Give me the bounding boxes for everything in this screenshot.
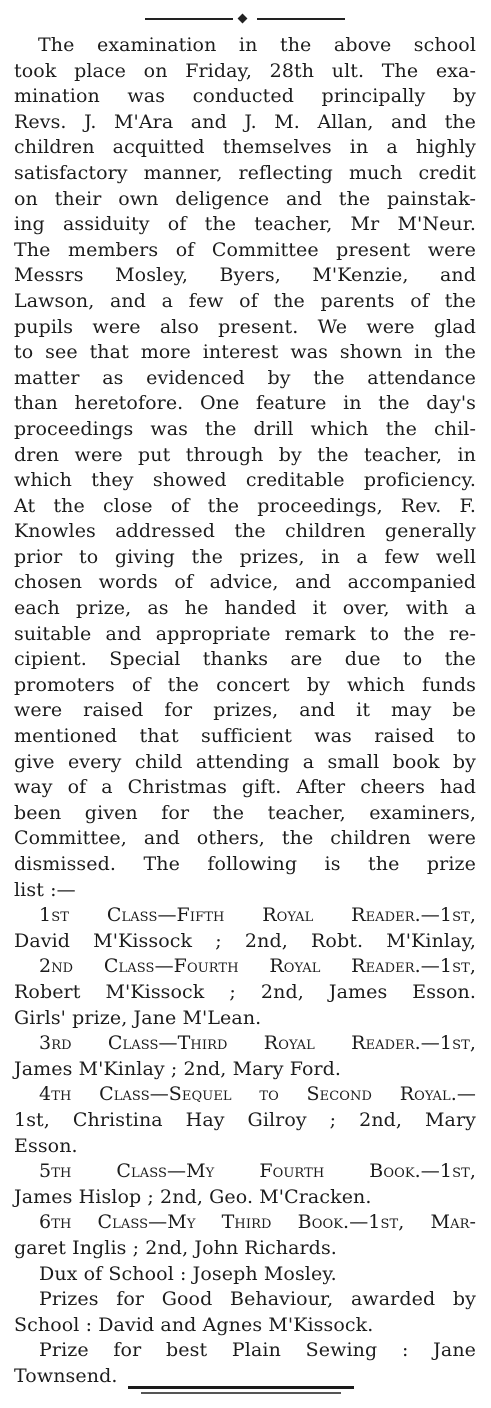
prize-class-heading: 6th Class—My Third Book.—1st, Mar- xyxy=(39,1211,476,1234)
good-behaviour-prize: Prizes for Good Behaviour, awarded by xyxy=(39,1288,476,1311)
text-line: were raised for prizes, and it may be xyxy=(14,699,476,722)
prize-class-heading: 4th Class—Sequel to Second Royal.— xyxy=(39,1083,476,1106)
good-behaviour-winners: School : David and Agnes M'Kissock. xyxy=(14,1313,374,1336)
text-line: which they showed creditable proficiency. xyxy=(14,469,476,492)
text-line: Committee, and others, the children were xyxy=(14,827,476,850)
text-line: give every child attending a small book by xyxy=(14,750,476,773)
rule-line-left xyxy=(145,18,233,20)
text-line: The members of Committee present were xyxy=(14,238,476,261)
closing-rule xyxy=(128,1386,354,1394)
prize-class-heading: 3rd Class—Third Royal Reader.—1st, xyxy=(39,1032,476,1055)
text-line: on their own deligence and the painstak- xyxy=(14,187,476,210)
diamond-ornament-icon xyxy=(238,14,248,24)
text-line: ing assiduity of the teacher, Mr M'Neur. xyxy=(14,213,476,236)
prize-winners: James Hislop ; 2nd, Geo. M'Cracken. xyxy=(14,1185,372,1208)
text-line: The examination in the above school xyxy=(38,34,476,56)
text-line: Messrs Mosley, Byers, M'Kenzie, and xyxy=(14,264,476,287)
text-line: to see that more interest was shown in the xyxy=(14,341,476,364)
text-line: chosen words of advice, and accompanied xyxy=(14,571,476,594)
article-body xyxy=(14,33,476,1389)
prize-winners: James M'Kinlay ; 2nd, Mary Ford. xyxy=(14,1057,342,1080)
text-line: mentioned that sufficient was raised to xyxy=(14,725,476,748)
prize-class-heading: 2nd Class—Fourth Royal Reader.—1st, xyxy=(39,955,476,978)
text-line: Lawson, and a few of the parents of the xyxy=(14,289,476,312)
text-line: satisfactory manner, reflecting much credit xyxy=(14,161,476,184)
text-line: promoters of the concert by which funds xyxy=(14,673,476,696)
prize-winners: Esson. xyxy=(14,1134,78,1157)
text-line: matter as evidenced by the attendance xyxy=(14,366,476,389)
sewing-winner: Townsend. xyxy=(14,1364,118,1387)
text-line: Knowles addressed the children generally xyxy=(14,520,476,543)
closing-rule-thick xyxy=(128,1386,354,1389)
text-line: than heretofore. One feature in the day's xyxy=(14,392,476,415)
ornamental-rule-top xyxy=(145,14,345,24)
dux-of-school: Dux of School : Joseph Mosley. xyxy=(39,1262,337,1285)
text-line: took place on Friday, 28th ult. The exa- xyxy=(14,59,476,82)
text-line: proceedings was the drill which the chil- xyxy=(14,417,476,440)
prize-winners: Girls' prize, Jane M'Lean. xyxy=(14,1006,262,1029)
text-line: Revs. J. M'Ara and J. M. Allan, and the xyxy=(14,110,476,133)
text-line: been given for the teacher, examiners, xyxy=(14,801,476,824)
text-line: At the close of the proceedings, Rev. F. xyxy=(14,494,476,517)
prize-winners: Robert M'Kissock ; 2nd, James Esson. xyxy=(14,980,476,1003)
text-line: pupils were also present. We were glad xyxy=(14,315,476,338)
text-line: suitable and appropriate remark to the re- xyxy=(14,622,476,645)
rule-line-right xyxy=(257,18,345,20)
text-line: cipient. Special thanks are due to the xyxy=(14,648,476,671)
text-line: dismissed. The following is the prize xyxy=(14,853,476,875)
text-line: way of a Christmas gift. After cheers had xyxy=(14,776,476,799)
prize-winners: 1st, Christina Hay Gilroy ; 2nd, Mary xyxy=(14,1108,476,1131)
text-line: dren were put through by the teacher, in xyxy=(14,443,476,466)
prize-class-heading: 5th Class—My Fourth Book.—1st, xyxy=(39,1160,476,1183)
text-line: each prize, as he handed it over, with a xyxy=(14,597,476,620)
text-line: children acquitted themselves in a highly xyxy=(14,136,476,159)
prize-winners: garet Inglis ; 2nd, John Richards. xyxy=(14,1236,337,1259)
prize-class-heading: 1st Class—Fifth Royal Reader.—1st, xyxy=(39,904,476,927)
closing-rule-thin xyxy=(141,1392,341,1394)
text-line: mination was conducted principally by xyxy=(14,85,476,108)
text-line: list :— xyxy=(14,878,76,901)
text-line: prior to giving the prizes, in a few well xyxy=(14,545,476,568)
sewing-prize: Prize for best Plain Sewing : Jane xyxy=(39,1339,476,1362)
prize-winners: David M'Kissock ; 2nd, Robt. M'Kinlay, xyxy=(14,929,476,952)
